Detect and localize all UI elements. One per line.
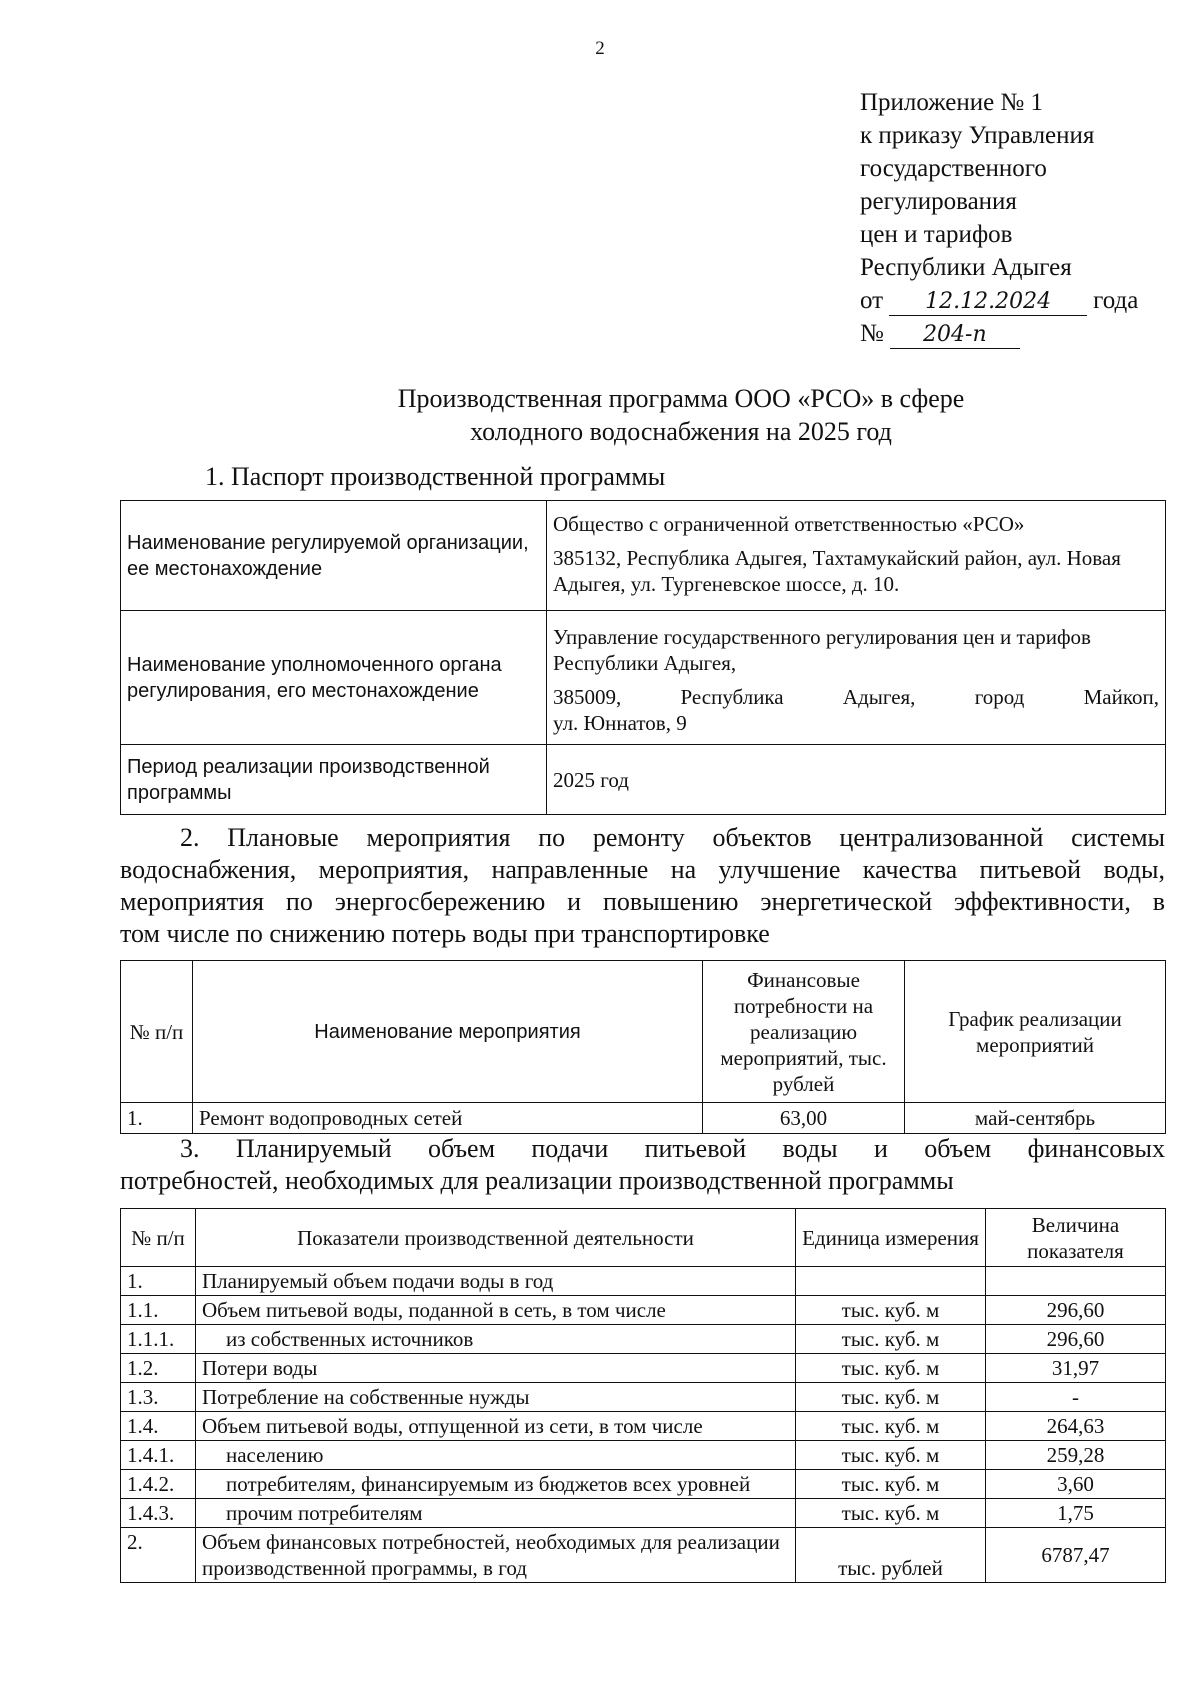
cell-value <box>986 1267 1166 1296</box>
cell-indicator: из собственных источников <box>196 1325 796 1354</box>
column-header-name: Наименование мероприятия <box>193 961 703 1103</box>
cell-unit <box>796 1267 986 1296</box>
table-row <box>121 1499 1166 1528</box>
cell-value: 296,60 <box>986 1325 1166 1354</box>
passport-table <box>120 500 1166 815</box>
date-suffix: года <box>1093 287 1139 314</box>
handwritten-order-number: 204-п <box>890 322 1020 349</box>
cell-num: 2. <box>121 1528 196 1583</box>
cell-unit: тыс. куб. м <box>796 1296 986 1325</box>
passport-value-line: 385132, Республика Адыгея, Тахтамукайский район, аул. Новая Адыгея, ул. Тургеневское шоссе, д. 10. <box>553 545 1121 596</box>
passport-value-line: Общество с ограниченной ответственностью «РСО» <box>553 511 1025 536</box>
cell-num: 1.4. <box>121 1412 196 1441</box>
cell-unit: тыс. куб. м <box>796 1441 986 1470</box>
column-header-schedule: График реализации мероприятий <box>905 961 1166 1103</box>
column-header-indicator: Показатели производственной деятельности <box>196 1209 796 1267</box>
cell-value: 264,63 <box>986 1412 1166 1441</box>
page-number: 2 <box>595 38 605 59</box>
passport-label: Наименование регулируемой организации, ее местонахождение <box>121 501 547 611</box>
appendix-line: Приложение № 1 <box>860 89 1044 116</box>
date-prefix: от <box>860 287 884 314</box>
passport-value-line <box>553 684 1159 736</box>
cell-num: 1.4.3. <box>121 1499 196 1528</box>
table-row <box>121 1267 1166 1296</box>
passport-label: Период реализации производственной программы <box>121 745 547 815</box>
cell-value: - <box>986 1383 1166 1412</box>
cell-num: 1.1.1. <box>121 1325 196 1354</box>
cell-value: 6787,47 <box>986 1528 1166 1583</box>
cell-finance: 63,00 <box>703 1103 905 1134</box>
cell-num: 1.4.1. <box>121 1441 196 1470</box>
appendix-date-line <box>860 284 1190 317</box>
appendix-line: государственного <box>860 155 1047 182</box>
number-prefix: № <box>860 320 884 347</box>
cell-num: 1.1. <box>121 1296 196 1325</box>
cell-indicator: Объем финансовых потребностей, необходимых для реализации производственной программы, в год <box>196 1528 796 1583</box>
passport-value <box>547 501 1166 611</box>
cell-unit: тыс. рублей <box>796 1528 986 1583</box>
appendix-line: регулирования <box>860 188 1017 215</box>
table-row <box>121 1383 1166 1412</box>
table-header-row <box>121 1209 1166 1267</box>
paragraph-line: потребностей, необходимых для реализации производственной программы <box>120 1166 954 1195</box>
cell-indicator: Потребление на собственные нужды <box>196 1383 796 1412</box>
cell-unit: тыс. куб. м <box>796 1470 986 1499</box>
table-row <box>121 1354 1166 1383</box>
table-row <box>121 501 1166 611</box>
cell-unit: тыс. куб. м <box>796 1325 986 1354</box>
cell-indicator: Объем питьевой воды, отпущенной из сети, в том числе <box>196 1412 796 1441</box>
column-header-value: Величина показателя <box>986 1209 1166 1267</box>
appendix-line: цен и тарифов <box>860 221 1013 248</box>
passport-address-line: ул. Юннатов, 9 <box>553 710 687 735</box>
column-header-num: № п/п <box>121 961 193 1103</box>
cell-num: 1.2. <box>121 1354 196 1383</box>
cell-unit: тыс. куб. м <box>796 1412 986 1441</box>
section1-heading: 1. Паспорт производственной программы <box>205 462 666 491</box>
section3-heading <box>120 1133 1165 1197</box>
table-row <box>121 1296 1166 1325</box>
cell-value: 259,28 <box>986 1441 1166 1470</box>
column-header-num: № п/п <box>121 1209 196 1267</box>
table-row <box>121 611 1166 745</box>
table-row <box>121 1412 1166 1441</box>
cell-num: 1. <box>121 1267 196 1296</box>
cell-unit: тыс. куб. м <box>796 1354 986 1383</box>
appendix-line: к приказу Управления <box>860 122 1095 149</box>
table-row <box>121 1528 1166 1583</box>
cell-indicator: Объем питьевой воды, поданной в сеть, в том числе <box>196 1296 796 1325</box>
document-title <box>120 382 1200 448</box>
cell-schedule: май-сентябрь <box>905 1103 1166 1134</box>
handwritten-date: 12.12.2024 <box>889 289 1087 316</box>
paragraph-line: мероприятия по энергосбережению и повышению энергетической эффективности, в <box>120 887 1165 916</box>
indicators-table <box>120 1208 1166 1583</box>
table-row <box>121 1441 1166 1470</box>
cell-value: 3,60 <box>986 1470 1166 1499</box>
cell-indicator: Планируемый объем подачи воды в год <box>196 1267 796 1296</box>
cell-num: 1. <box>121 1103 193 1134</box>
section2-heading <box>120 822 1165 950</box>
cell-value: 296,60 <box>986 1296 1166 1325</box>
cell-name: Ремонт водопроводных сетей <box>193 1103 703 1134</box>
paragraph-line: водоснабжения, мероприятия, направленные на улучшение качества питьевой воды, <box>120 855 1165 884</box>
cell-num: 1.4.2. <box>121 1470 196 1499</box>
appendix-block <box>860 86 1190 350</box>
cell-indicator: населению <box>196 1441 796 1470</box>
paragraph-line: 3. Планируемый объем подачи питьевой воды и объем финансовых <box>180 1134 1165 1163</box>
passport-address-line: 385009, Республика Адыгея, город Майкоп, <box>553 684 1159 709</box>
paragraph-line: 2. Плановые мероприятия по ремонту объектов централизованной системы <box>180 823 1165 852</box>
measures-table <box>120 960 1166 1134</box>
passport-value <box>547 611 1166 745</box>
cell-num: 1.3. <box>121 1383 196 1412</box>
appendix-number-line <box>860 317 1190 350</box>
cell-indicator: потребителям, финансируемым из бюджетов всех уровней <box>196 1470 796 1499</box>
table-row <box>121 1103 1166 1134</box>
table-row <box>121 745 1166 815</box>
cell-unit: тыс. куб. м <box>796 1383 986 1412</box>
cell-value: 31,97 <box>986 1354 1166 1383</box>
cell-value: 1,75 <box>986 1499 1166 1528</box>
title-line: холодного водоснабжения на 2025 год <box>470 417 892 446</box>
table-row <box>121 1470 1166 1499</box>
passport-value: 2025 год <box>547 745 1166 815</box>
passport-value-line: Управление государственного регулирования цен и тарифов Республики Адыгея, <box>553 624 1091 675</box>
column-header-finance: Финансовые потребности на реализацию мероприятий, тыс. рублей <box>703 961 905 1103</box>
appendix-line: Республики Адыгея <box>860 254 1072 281</box>
paragraph-line: том числе по снижению потерь воды при транспортировке <box>120 919 770 948</box>
cell-indicator: Потери воды <box>196 1354 796 1383</box>
passport-label: Наименование уполномоченного органа регулирования, его местонахождение <box>121 611 547 745</box>
cell-indicator: прочим потребителям <box>196 1499 796 1528</box>
cell-unit: тыс. куб. м <box>796 1499 986 1528</box>
title-line: Производственная программа ООО «РСО» в сфере <box>397 384 965 413</box>
column-header-unit: Единица измерения <box>796 1209 986 1267</box>
table-header-row <box>121 961 1166 1103</box>
table-row <box>121 1325 1166 1354</box>
